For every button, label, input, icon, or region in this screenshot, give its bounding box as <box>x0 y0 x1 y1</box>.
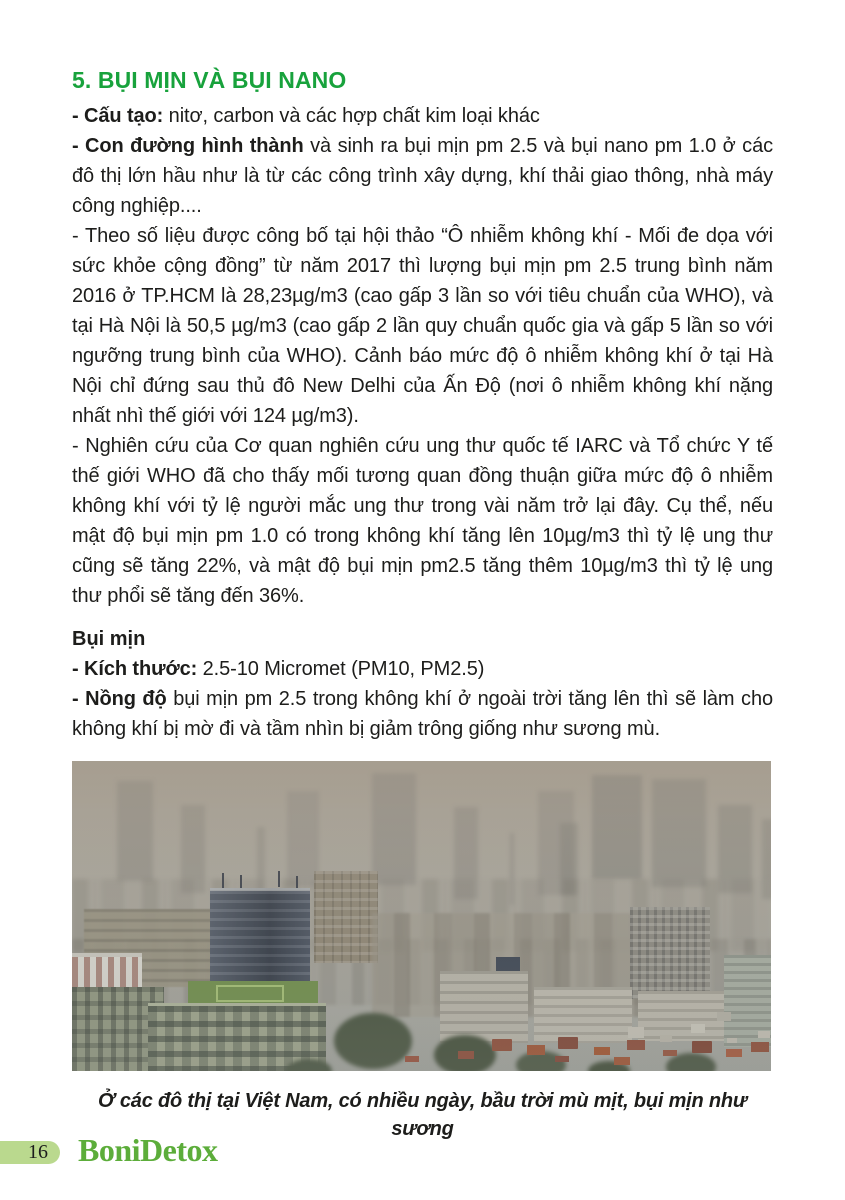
subsection-heading: Bụi mịn <box>72 628 146 650</box>
paragraph-text: 2.5-10 Micromet (PM10, PM2.5) <box>197 658 485 680</box>
page-number: 16 <box>28 1141 48 1163</box>
paragraph-nghien-cuu: - Nghiên cứu của Cơ quan nghiên cứu ung thư quốc tế IARC và Tổ chức Y tế thế giới WHO đã cho thấy mối tương quan đồng thuận giữa mức độ ô nhiễm không khí với tỷ lệ người mắc ung thư trong vài năm trở lại đây. Cụ thể, nếu mật độ bụi mịn pm 1.0 có trong không khí tăng lên 10µg/m3 thì tỷ lệ ung thư cũng sẽ tăng 22%, và mật độ bụi mịn pm2.5 tăng thêm 10µg/m3 thì tỷ lệ ung thư phổi sẽ tăng đến 36%. <box>72 435 773 607</box>
paragraph-lead-bold: - Nồng độ <box>72 688 167 710</box>
section-heading: 5. BỤI MỊN VÀ BỤI NANO <box>72 67 347 93</box>
paragraph-lead-bold: - Con đường hình thành <box>72 135 304 157</box>
photo-caption: Ở các đô thị tại Việt Nam, có nhiều ngày, bầu trời mù mịt, bụi mịn như sương <box>97 1090 748 1140</box>
paragraph-nong-do <box>72 684 773 744</box>
paragraph-theo-so-lieu: - Theo số liệu được công bố tại hội thảo “Ô nhiễm không khí - Mối đe dọa với sức khỏe cộng đồng” từ năm 2017 thì lượng bụi mịn pm 2.5 trung bình năm 2016 ở TP.HCM là 28,23µg/m3 (cao gấp 3 lần so với tiêu chuẩn của WHO), và tại Hà Nội là 50,5 µg/m3 (cao gấp 2 lần quy chuẩn quốc gia và gấp 5 lần so với ngưỡng trung bình của WHO). Cảnh báo mức độ ô nhiễm không khí ở tại Hà Nội chỉ đứng sau thủ đô New Delhi của Ấn Độ (nơi ô nhiễm không khí nặng nhất nhì thế giới với 124 µg/m3). <box>72 225 773 427</box>
paragraph-cau-tao <box>72 101 773 131</box>
brand-logo: BoniDetox <box>78 1132 218 1168</box>
paragraph-kich-thuoc <box>72 654 773 684</box>
city-photo <box>72 761 771 1071</box>
paragraph-con-duong <box>72 131 773 221</box>
paragraph-text: và sinh ra bụi mịn pm 2.5 và bụi nano pm 1.0 ở các đô thị lớn hầu như là từ các công trình xây dựng, khí thải giao thông, nhà máy công nghiệp.... <box>72 135 773 217</box>
paragraph-text: nitơ, carbon và các hợp chất kim loại khác <box>163 105 540 127</box>
paragraph-text: bụi mịn pm 2.5 trong không khí ở ngoài trời tăng lên thì sẽ làm cho không khí bị mờ đi và tầm nhìn bị giảm trông giống như sương mù. <box>72 688 774 740</box>
photo-haze-overlay <box>72 761 771 1071</box>
paragraph-lead-bold: - Cấu tạo: <box>72 105 164 127</box>
paragraph-lead-bold: - Kích thước: <box>72 658 198 680</box>
page-number-pill <box>0 1141 60 1164</box>
text-column <box>72 66 773 1143</box>
